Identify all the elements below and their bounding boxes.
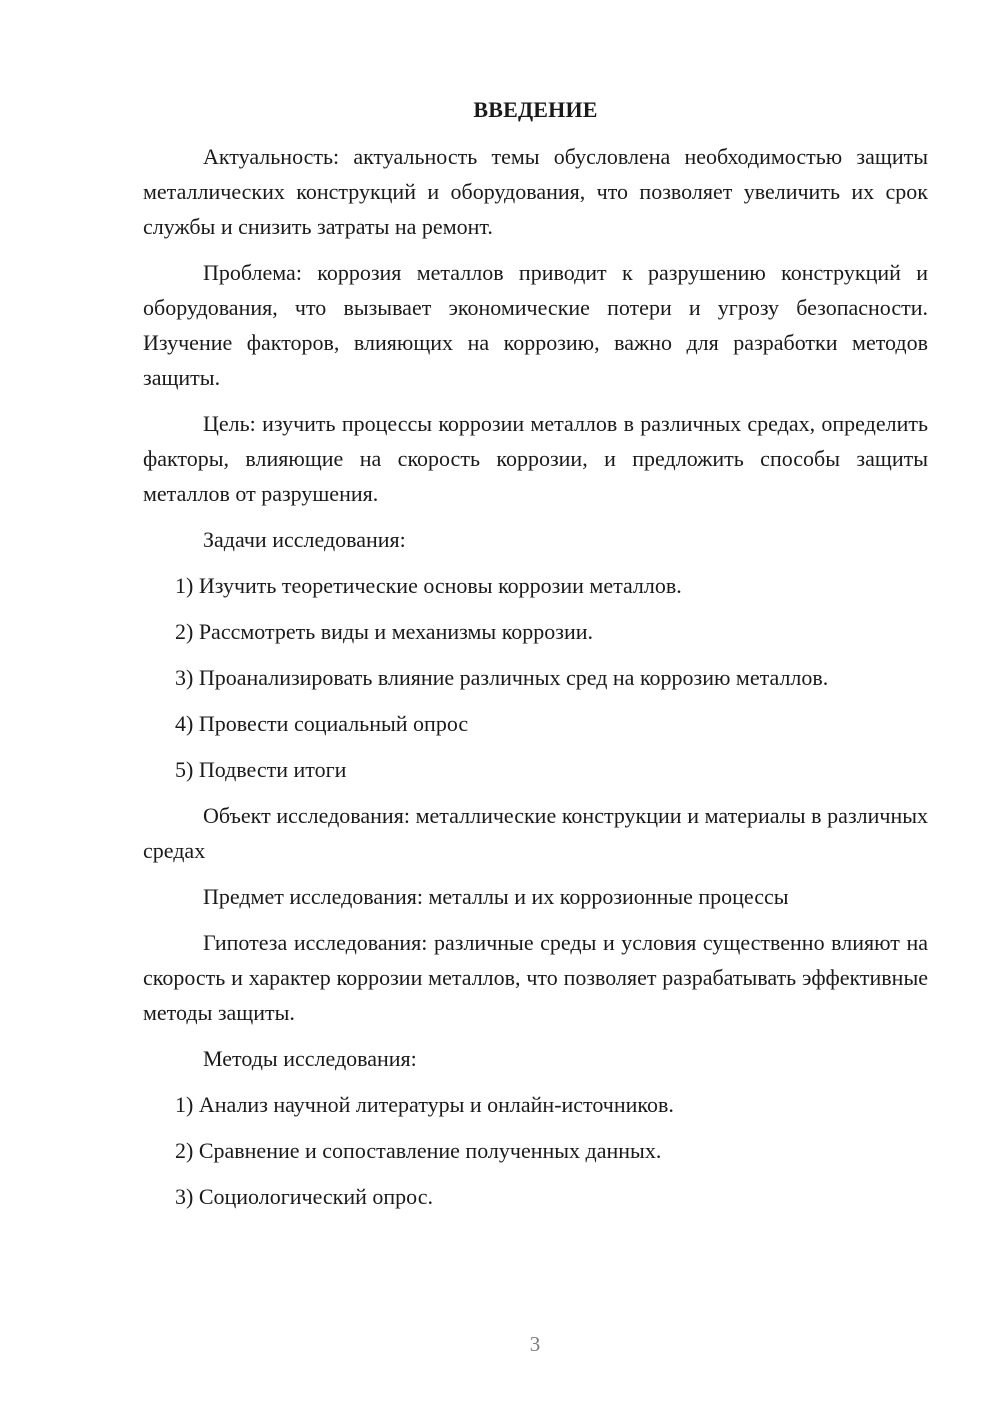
methods-heading: Методы исследования: — [203, 1046, 417, 1071]
relevance-paragraph: Актуальность: актуальность темы обусловлена необходимостью защиты металлических конструкций и оборудования, что позволяет увеличить их срок службы и снизить затраты на ремонт. — [143, 144, 928, 239]
method-item: 3) Социологический опрос. — [175, 1184, 433, 1209]
task-item: 2) Рассмотреть виды и механизмы коррозии. — [175, 619, 593, 644]
method-item: 2) Сравнение и сопоставление полученных данных. — [175, 1138, 662, 1163]
problem-paragraph: Проблема: коррозия металлов приводит к разрушению конструкций и оборудования, что вызывает экономические потери и угрозу безопасности. Изучение факторов, влияющих на коррозию, важно для разработки методов защиты. — [143, 260, 928, 390]
tasks-heading: Задачи исследования: — [203, 527, 406, 552]
subject-paragraph: Предмет исследования: металлы и их коррозионные процессы — [203, 884, 789, 909]
goal-paragraph: Цель: изучить процессы коррозии металлов в различных средах, определить факторы, влияющие на скорость коррозии, и предложить способы защиты металлов от разрушения. — [143, 411, 928, 506]
page-title: ВВЕДЕНИЕ — [473, 97, 598, 122]
document-page — [143, 95, 928, 1225]
tasks-list — [143, 568, 928, 787]
task-item: 4) Провести социальный опрос — [175, 711, 469, 736]
methods-list — [143, 1087, 928, 1214]
page-number: 3 — [529, 1332, 541, 1356]
object-paragraph: Объект исследования: металлические конструкции и материалы в различных средах — [143, 803, 928, 863]
task-item: 1) Изучить теоретические основы коррозии металлов. — [175, 573, 682, 598]
task-item: 3) Проанализировать влияние различных сред на коррозию металлов. — [175, 665, 829, 690]
task-item: 5) Подвести итоги — [175, 757, 347, 782]
hypothesis-paragraph: Гипотеза исследования: различные среды и условия существенно влияют на скорость и характер коррозии металлов, что позволяет разрабатывать эффективные методы защиты. — [143, 930, 928, 1025]
method-item: 1) Анализ научной литературы и онлайн-источников. — [175, 1092, 674, 1117]
